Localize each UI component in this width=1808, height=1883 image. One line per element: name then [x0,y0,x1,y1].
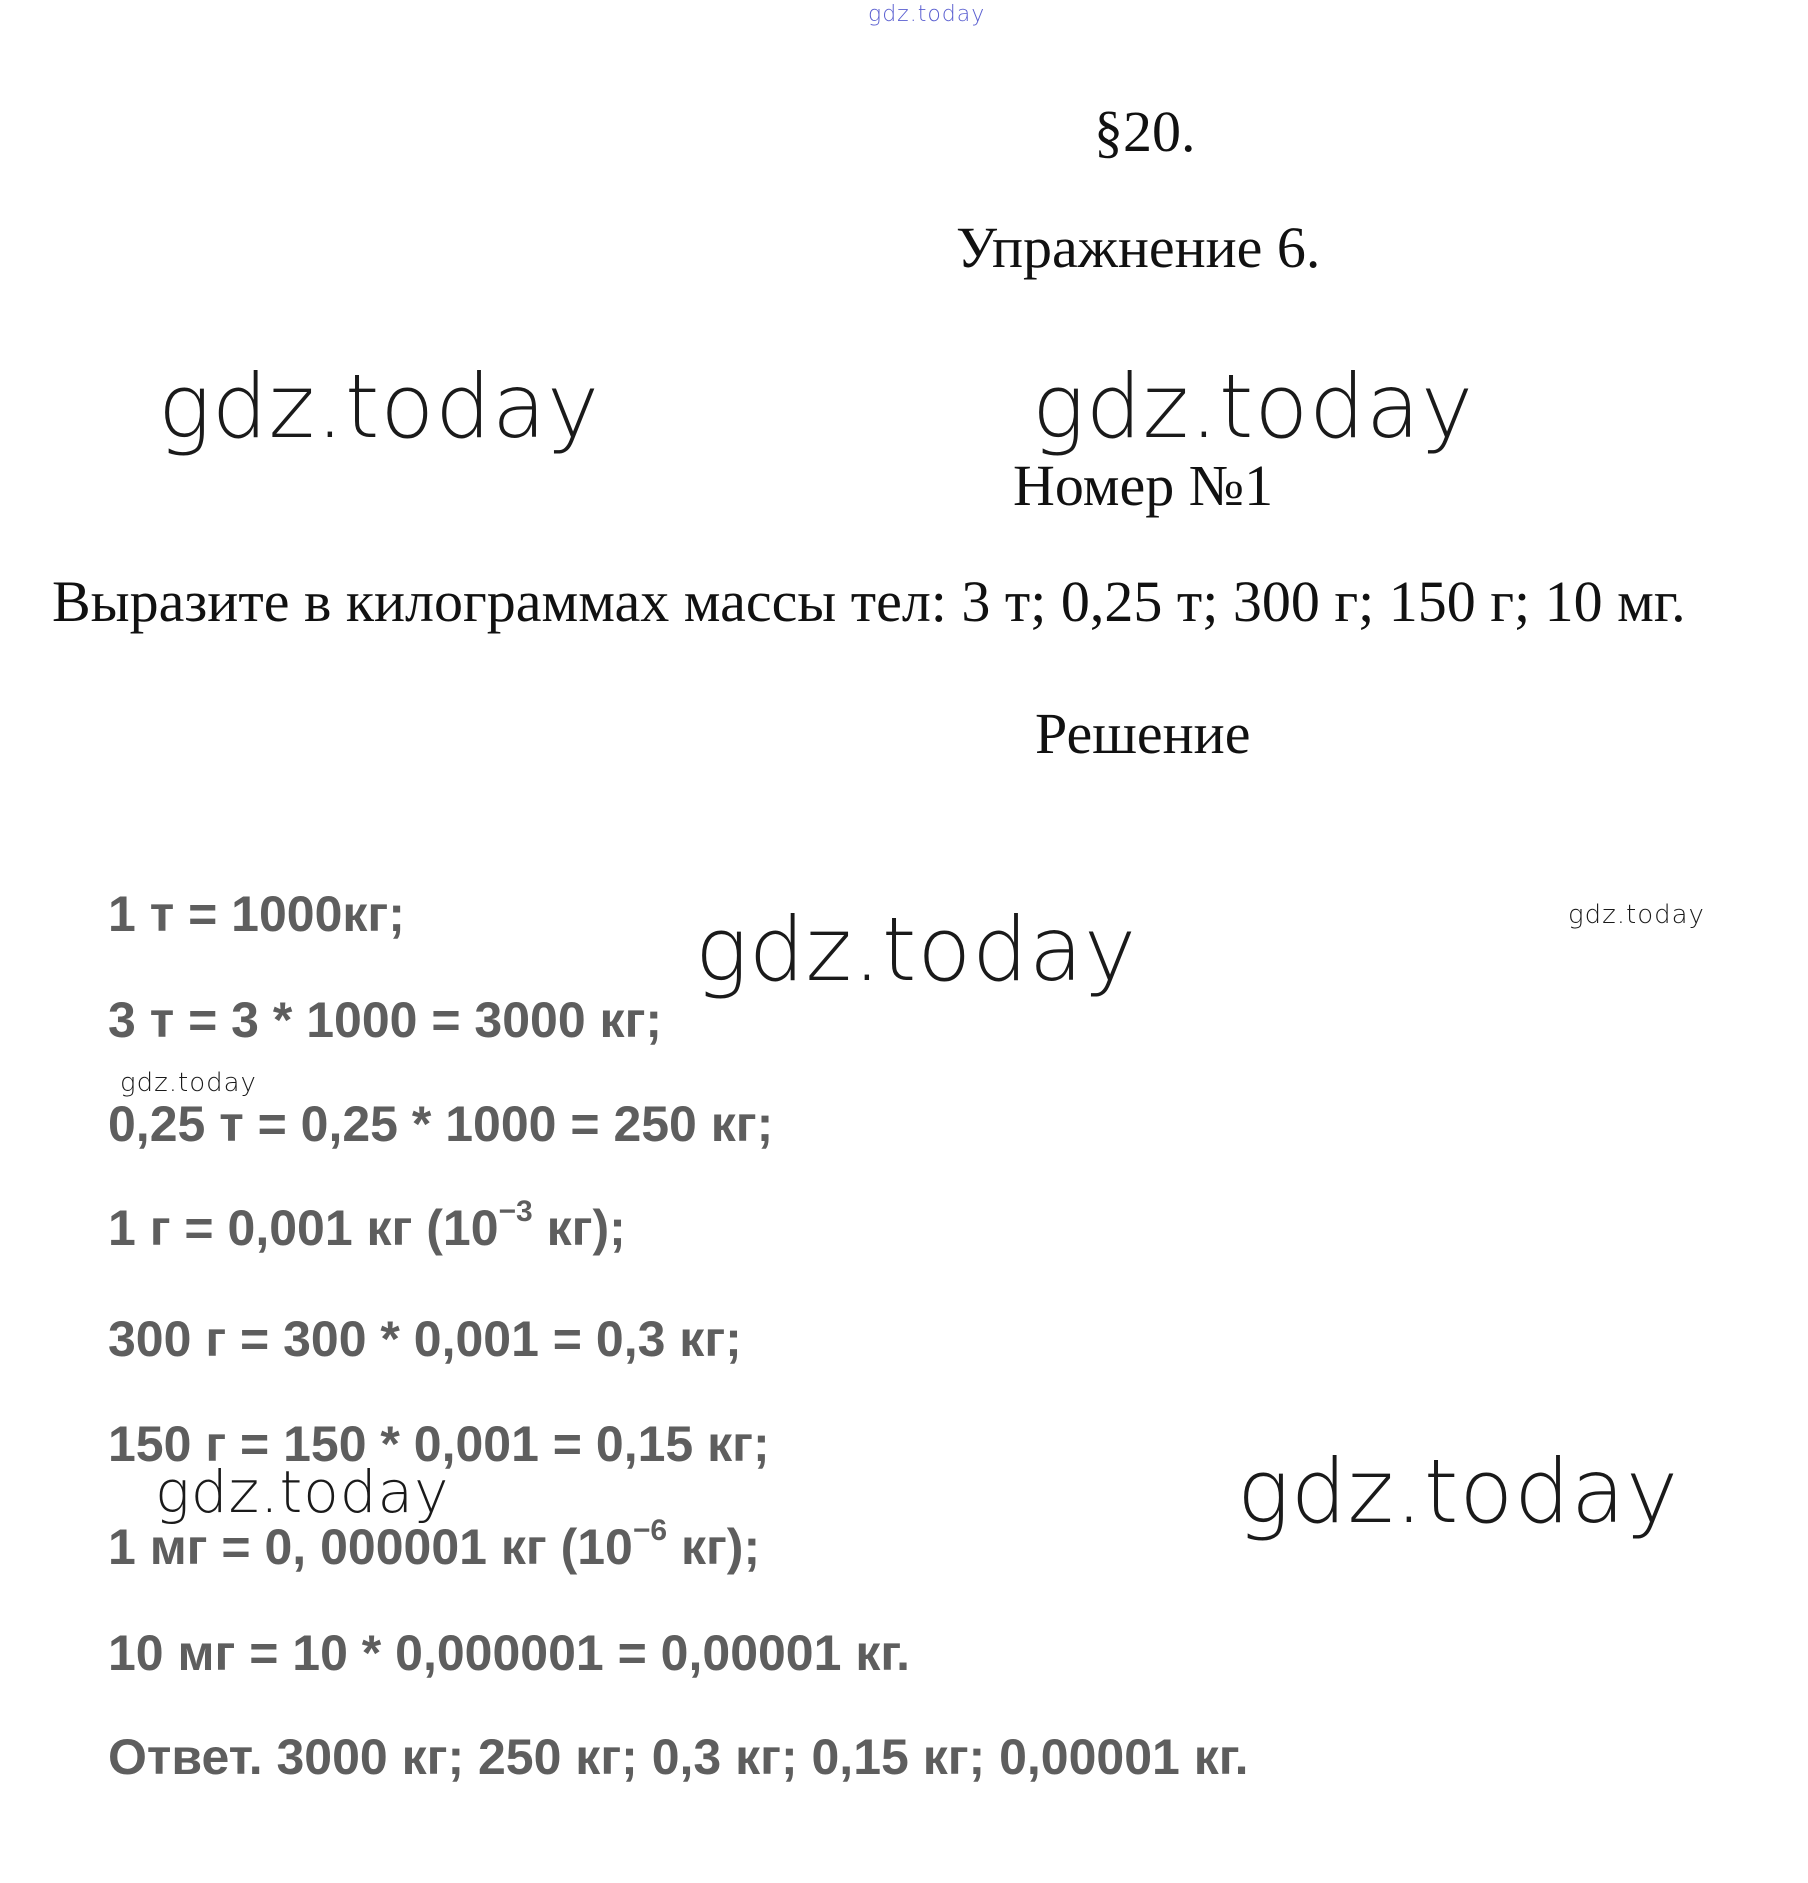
solution-line [108,1514,761,1576]
watermark: gdz.today [695,898,1138,1001]
watermark: gdz.today [1032,355,1475,458]
exercise-title: Упражнение 6. [956,215,1321,280]
answer-line: Ответ. 3000 кг; 250 кг; 0,3 кг; 0,15 кг; 0,00001 кг. [108,1729,1249,1785]
watermark: gdz.today [1237,1440,1680,1543]
solution-line: 10 мг = 10 * 0,000001 = 0,00001 кг. [108,1625,911,1681]
watermark: gdz.today [1568,900,1705,930]
solution-line: 0,25 т = 0,25 * 1000 = 250 кг; [108,1096,774,1152]
problem-number: Номер №1 [1013,453,1274,518]
solution-line [108,1195,626,1257]
formula-tail: кг); [667,1519,761,1575]
solution-line: 150 г = 150 * 0,001 = 0,15 кг; [108,1416,770,1472]
formula-base: 1 г = 0,001 кг (10 [108,1200,499,1256]
formula-tail: кг); [532,1200,626,1256]
solution-heading: Решение [1035,701,1251,766]
watermark-top: gdz.today [868,2,986,27]
formula-exponent: −3 [498,1195,533,1229]
watermark: gdz.today [120,1068,257,1098]
solution-line: 1 т = 1000кг; [108,886,405,942]
formula-base: 1 мг = 0, 000001 кг (10 [108,1519,633,1575]
watermark: gdz.today [155,1458,450,1526]
section-number: §20. [1094,99,1196,164]
solution-line: 3 т = 3 * 1000 = 3000 кг; [108,992,663,1048]
watermark: gdz.today [158,355,601,458]
problem-statement: Выразите в килограммах массы тел: 3 т; 0,25 т; 300 г; 150 г; 10 мг. [52,569,1686,634]
solution-line: 300 г = 300 * 0,001 = 0,3 кг; [108,1311,742,1367]
formula-exponent: −6 [632,1514,668,1548]
